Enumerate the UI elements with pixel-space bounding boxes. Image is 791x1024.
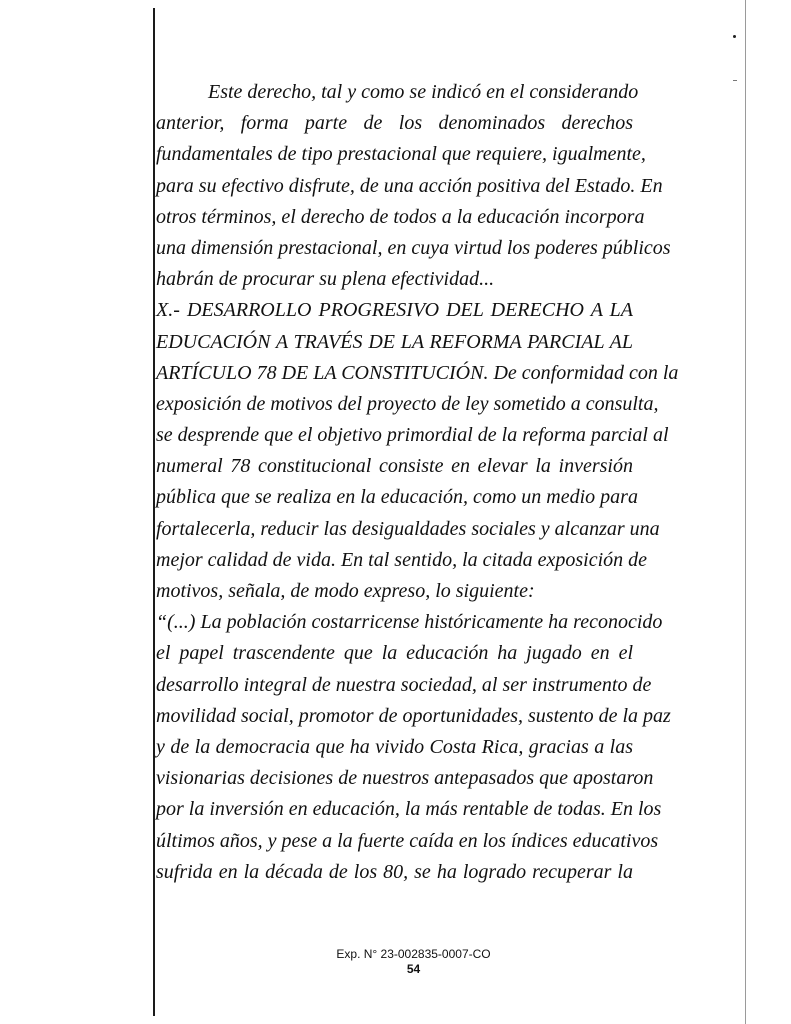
quote-line: sufrida en la década de los 80, se ha logrado recuperar la <box>156 860 633 883</box>
quote-line: el papel trascendente que la educación ha jugado en el <box>156 642 633 665</box>
section-heading-line: X.- DESARROLLO PROGRESIVO DEL DERECHO A LA <box>156 299 633 322</box>
scan-speck <box>733 35 736 38</box>
text-line: otros términos, el derecho de todos a la educación incorpora <box>156 205 645 228</box>
quote-line: últimos años, y pese a la fuerte caída en los índices educativos <box>156 829 659 852</box>
text-line: habrán de procurar su plena efectividad... <box>156 268 495 291</box>
text-line: exposición de motivos del proyecto de ley sometido a consulta, <box>156 392 659 415</box>
text-line: anterior, forma parte de los denominados derechos <box>156 112 633 135</box>
left-margin-rule <box>153 8 155 1016</box>
scan-mark <box>733 80 737 81</box>
quote-line: desarrollo integral de nuestra sociedad, al ser instrumento de <box>156 673 652 696</box>
text-line: fortalecerla, reducir las desigualdades sociales y alcanzar una <box>156 517 660 540</box>
quote-line: movilidad social, promotor de oportunidades, sustento de la paz <box>156 704 671 727</box>
case-number: Exp. N° 23-002835-0007-CO <box>336 947 491 961</box>
text-line: se desprende que el objetivo primordial de la reforma parcial al <box>156 424 669 447</box>
page-footer <box>0 947 791 977</box>
section-heading-line: ARTÍCULO 78 DE LA CONSTITUCIÓN. De conformidad con la <box>156 361 679 384</box>
text-line: pública que se realiza en la educación, como un medio para <box>156 486 638 509</box>
text-line: numeral 78 constitucional consiste en elevar la inversión <box>156 455 633 478</box>
text-line: Este derecho, tal y como se indicó en el considerando <box>208 81 639 103</box>
quote-line: “(...) La población costarricense históricamente ha reconocido <box>156 611 663 634</box>
text-line: para su efectivo disfrute, de una acción positiva del Estado. En <box>156 174 663 197</box>
quote-line: por la inversión en educación, la más rentable de todas. En los <box>156 798 662 821</box>
body-text <box>156 77 679 888</box>
section-heading-line: EDUCACIÓN A TRAVÉS DE LA REFORMA PARCIAL AL <box>156 330 633 353</box>
right-margin-rule <box>745 0 746 1024</box>
text-line: mejor calidad de vida. En tal sentido, la citada exposición de <box>156 548 648 571</box>
quote-line: y de la democracia que ha vivido Costa Rica, gracias a las <box>156 735 633 758</box>
text-line: una dimensión prestacional, en cuya virtud los poderes públicos <box>156 236 671 259</box>
page-number: 54 <box>406 962 421 976</box>
quote-line: visionarias decisiones de nuestros antepasados que apostaron <box>156 767 654 790</box>
text-line: fundamentales de tipo prestacional que requiere, igualmente, <box>156 143 646 166</box>
text-line: motivos, señala, de modo expreso, lo siguiente: <box>156 580 535 602</box>
